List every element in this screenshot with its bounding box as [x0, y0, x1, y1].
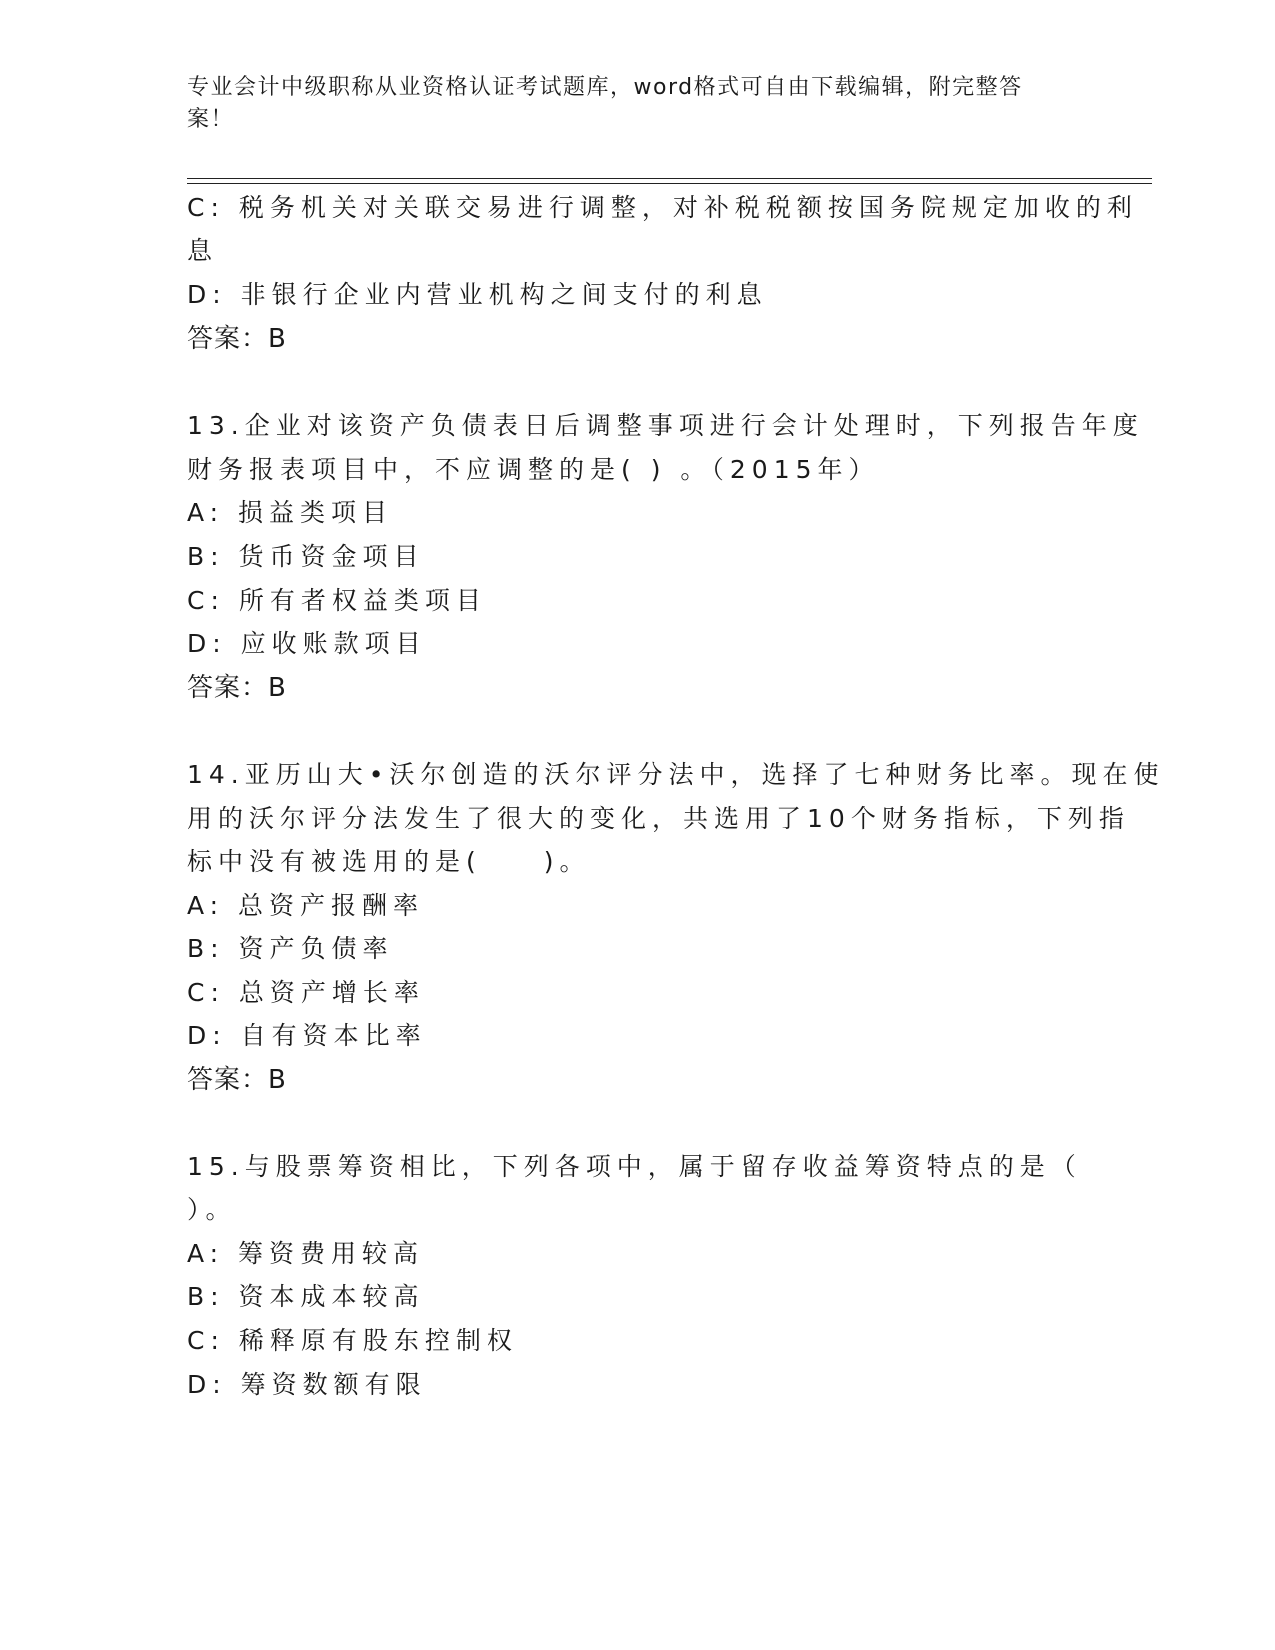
header-divider-top	[187, 178, 1152, 179]
question-14-option-c: C: 总资产增长率	[187, 978, 425, 1007]
option-c-line1: C: 税务机关对关联交易进行调整，对补税税额按国务院规定加收的利	[187, 193, 1138, 222]
question-15-line2: ）。	[187, 1195, 237, 1224]
question-14-option-a: A: 总资产报酬率	[187, 891, 425, 920]
question-14-option-b: B: 资产负债率	[187, 934, 394, 963]
question-13-option-a: A: 损益类项目	[187, 498, 394, 527]
question-14-line2: 用的沃尔评分法发生了很大的变化，共选用了10个财务指标，下列指	[187, 804, 1130, 833]
document-header: 专业会计中级职称从业资格认证考试题库，word格式可自由下载编辑，附完整答案！	[187, 75, 1023, 132]
question-13-option-b: B: 货币资金项目	[187, 542, 425, 571]
question-15-option-c: C: 稀释原有股东控制权	[187, 1326, 518, 1355]
question-13-option-c: C: 所有者权益类项目	[187, 586, 487, 615]
option-d: D: 非银行企业内营业机构之间支付的利息	[187, 280, 768, 309]
question-15-option-b: B: 资本成本较高	[187, 1282, 425, 1311]
question-14-line1: 14.亚历山大•沃尔创造的沃尔评分法中，选择了七种财务比率。现在使	[187, 760, 1165, 789]
question-13-answer: 答案：B	[187, 673, 287, 703]
question-14-answer: 答案：B	[187, 1065, 287, 1095]
question-14-option-d: D: 自有资本比率	[187, 1021, 427, 1050]
answer: 答案：B	[187, 324, 287, 354]
question-15-line1: 15.与股票筹资相比，下列各项中，属于留存收益筹资特点的是（	[187, 1152, 1082, 1181]
question-15-option-a: A: 筹资费用较高	[187, 1239, 425, 1268]
option-c-line2: 息	[187, 236, 219, 265]
question-14-line3: 标中没有被选用的是( )。	[187, 847, 591, 876]
header-divider-bottom	[187, 183, 1152, 184]
question-13-line2: 财务报表项目中，不应调整的是( ) 。（2015年）	[187, 455, 880, 484]
question-13-option-d: D: 应收账款项目	[187, 629, 427, 658]
question-15-option-d: D: 筹资数额有限	[187, 1370, 427, 1399]
question-13-line1: 13.企业对该资产负债表日后调整事项进行会计处理时，下列报告年度	[187, 411, 1144, 440]
